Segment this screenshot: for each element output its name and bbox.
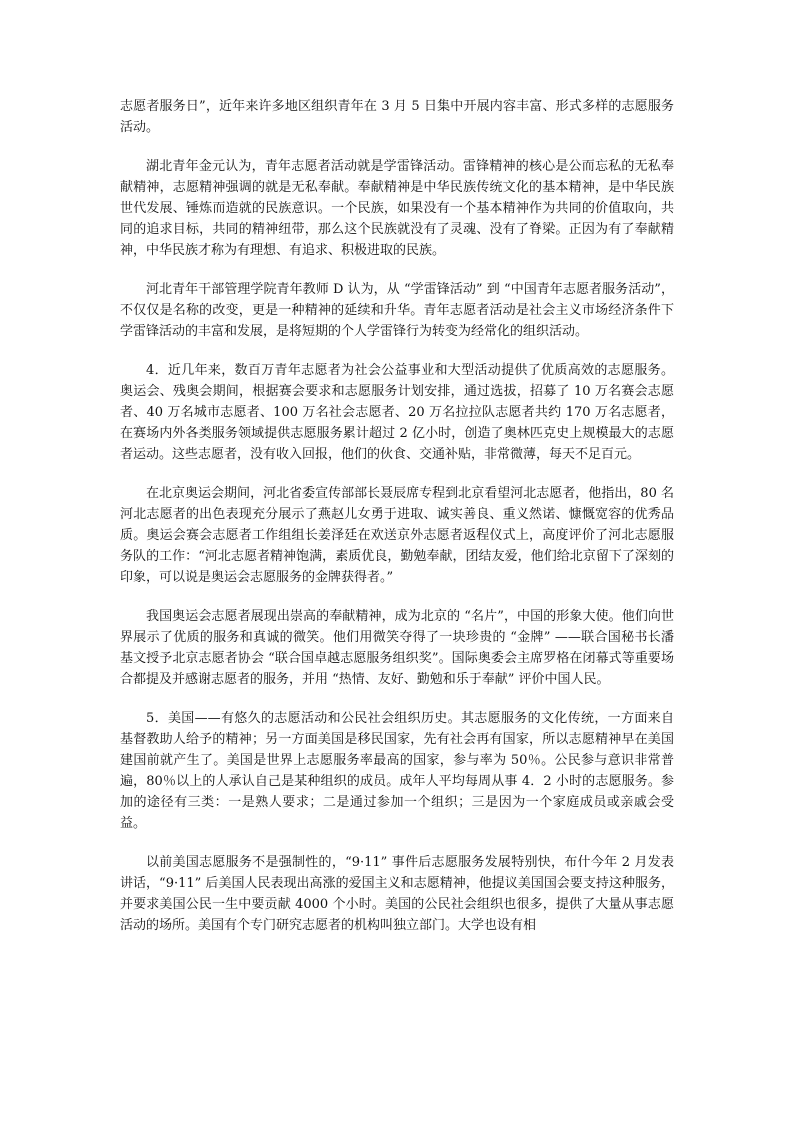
paragraph-olympic-volunteers: 4．近几年来，数百万青年志愿者为社会公益事业和大型活动提供了优质高效的志愿服务。奥运会、残奥会期间，根据赛会要求和志愿服务计划安排，通过选拔，招募了 10 万名赛会志愿者、40 万名城市志愿者、100 万名社会志愿者、20 万名拉拉队志愿者共约 170 万名志愿者，在赛场内外各类服务领域提供志愿服务累计超过 2 亿小时，创造了奥林匹克史上规模最大的志愿者运动。这些志愿者，没有收入回报，他们的伙食、交通补贴，非常微薄，每天不足百元。 [120, 363, 674, 462]
paragraph-usa-history: 5．美国——有悠久的志愿活动和公民社会组织历史。其志愿服务的文化传统，一方面来自基督教助人给予的精神；另一方面美国是移民国家，先有社会再有国家，所以志愿精神早在美国建国前就产生了。美国是世界上志愿服务率最高的国家，参与率为 50％。公民参与意识非常普遍，80％以上的人承认自己是某种组织的成员。成年人平均每周从事 4．2 小时的志愿服务。参加的途径有三类：一是熟人要求；二是通过参加一个组织；三是因为一个家庭成员或亲戚会受益。 [120, 711, 674, 831]
paragraph-hebei-volunteers: 在北京奥运会期间，河北省委宣传部部长聂辰席专程到北京看望河北志愿者，他指出，80 名河北志愿者的出色表现充分展示了燕赵儿女勇于进取、诚实善良、重义然诺、慷慨宽容的优秀品质。奥运会赛会志愿者工作组组长姜泽廷在欢送京外志愿者返程仪式上，高度评价了河北志愿服务队的工作：“河北志愿者精神饱满，素质优良，勤勉奉献，团结友爱，他们给北京留下了深刻的印象，可以说是奥运会志愿服务的金牌获得者。” [120, 486, 674, 585]
paragraph-china-image: 我国奥运会志愿者展现出崇高的奉献精神，成为北京的 “名片”，中国的形象大使。他们向世界展示了优质的服务和真诚的微笑。他们用微笑夺得了一块珍贵的 “金牌” ——联合国秘书长潘基文授予北京志愿者协会 “联合国卓越志愿服务组织奖”。国际奥委会主席罗格在闭幕式等重要场合都提及并感谢志愿者的服务，并用 “热情、友好、勤勉和乐于奉献” 评价中国人民。 [120, 609, 674, 687]
paragraph-hebei-teacher: 河北青年干部管理学院青年教师 D 认为，从 “学雷锋活动” 到 “中国青年志愿者服务活动”，不仅仅是名称的改变，更是一种精神的延续和升华。青年志愿者活动是社会主义市场经济条件下学雷锋活动的丰富和发展，是将短期的个人学雷锋行为转变为经常化的组织活动。 [120, 282, 674, 339]
paragraph-continuation: 志愿者服务日”，近年来许多地区组织青年在 3 月 5 日集中开展内容丰富、形式多样的志愿服务活动。 [120, 99, 674, 135]
paragraph-usa-911: 以前美国志愿服务不是强制性的，“9·11” 事件后志愿服务发展特别快，布什今年 2 月发表讲话，“9·11” 后美国人民表现出高涨的爱国主义和志愿精神，他提议美国国会要支持这种服务，并要求美国公民一生中要贡献 4000 个小时。美国的公民社会组织也很多，提供了大量从事志愿活动的场所。美国有个专门研究志愿者的机构叫独立部门。大学也设有相 [120, 855, 674, 933]
paragraph-hubei-youth: 湖北青年金元认为，青年志愿者活动就是学雷锋活动。雷锋精神的核心是公而忘私的无私奉献精神，志愿精神强调的就是无私奉献。奉献精神是中华民族传统文化的基本精神，是中华民族世代发展、锤炼而造就的民族意识。一个民族，如果没有一个基本精神作为共同的价值取向，共同的追求目标，共同的精神纽带，那么这个民族就没有了灵魂、没有了脊梁。正因为有了奉献精神，中华民族才称为有理想、有追求、积极进取的民族。 [120, 159, 674, 258]
